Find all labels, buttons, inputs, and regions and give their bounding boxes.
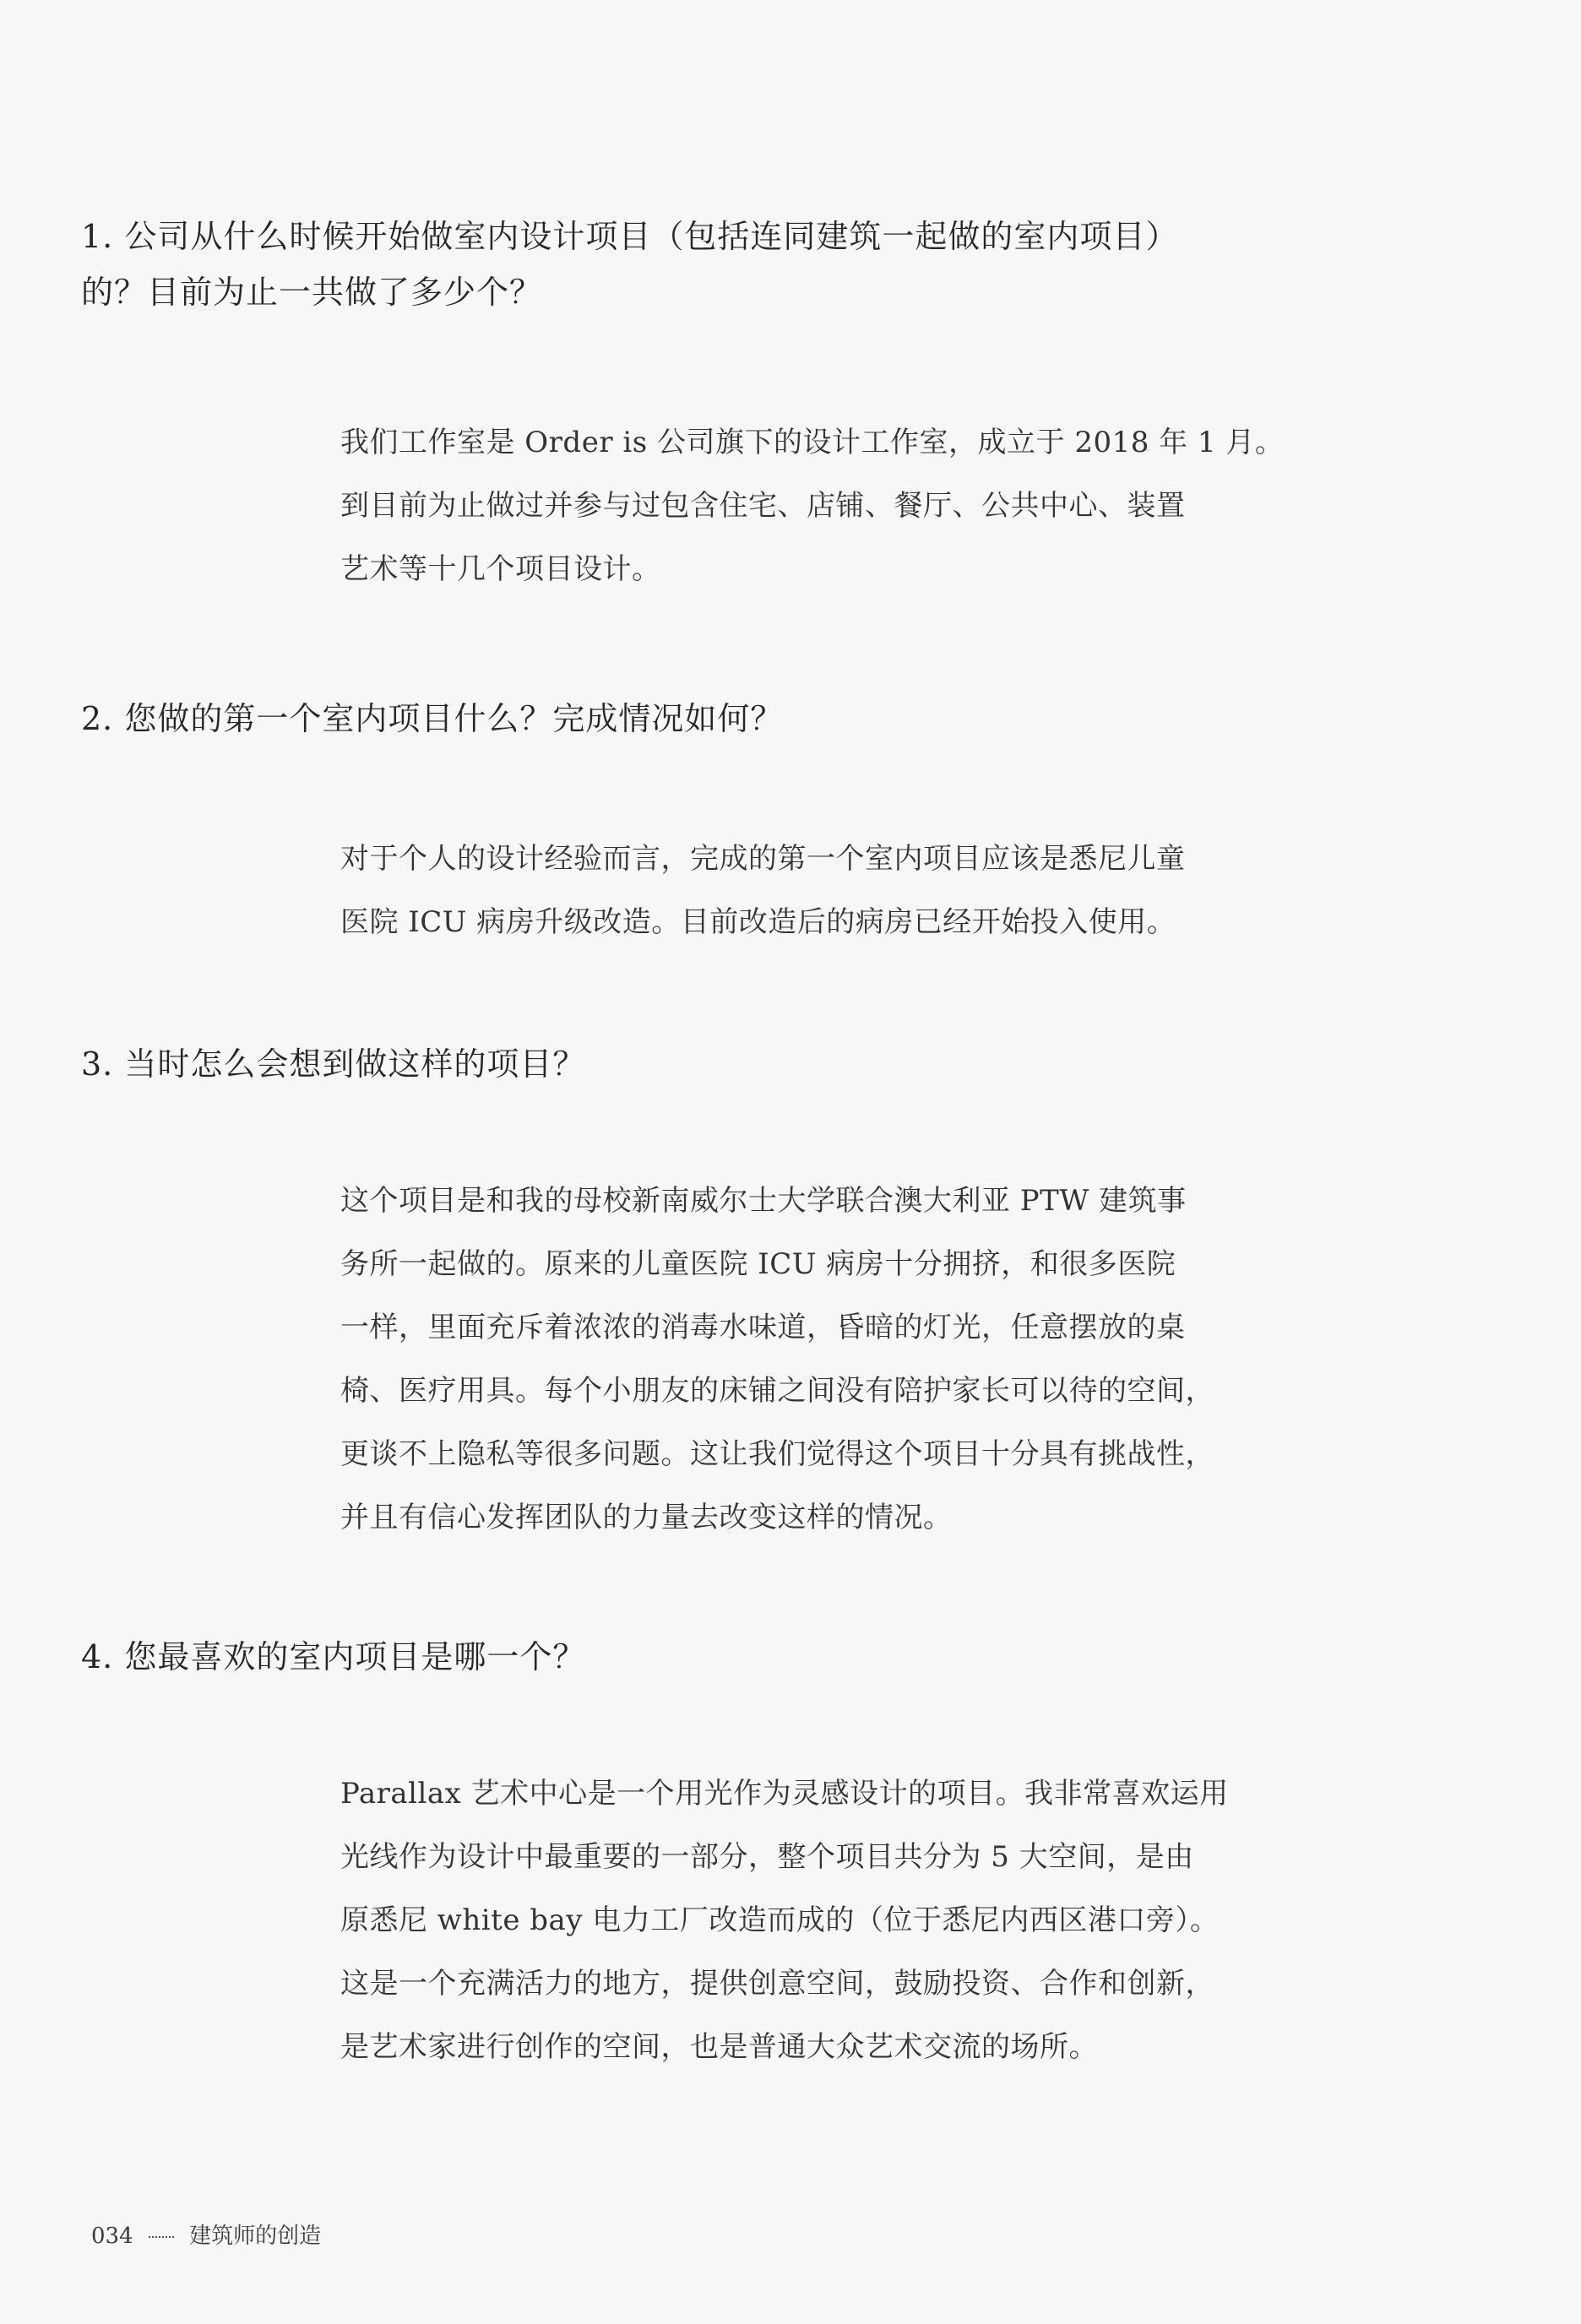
question-line: 3. 当时怎么会想到做这样的项目？ — [81, 1045, 586, 1083]
answer-line: 我们工作室是 Order is 公司旗下的设计工作室，成立于 2018 年 1 月。 — [340, 426, 1285, 459]
answer-line: 光线作为设计中最重要的一部分，整个项目共分为 5 大空间，是由 — [340, 1840, 1194, 1874]
question-line: 的？目前为止一共做了多少个？ — [81, 274, 543, 311]
footer-separator — [149, 2236, 174, 2238]
answer-line: 到目前为止做过并参与过包含住宅、店铺、餐厅、公共中心、装置 — [340, 489, 1186, 523]
answer-line: 更谈不上隐私等很多问题。这让我们觉得这个项目十分具有挑战性， — [340, 1437, 1214, 1471]
answer-2 — [340, 828, 1278, 954]
answer-line: 椅、医疗用具。每个小朋友的床铺之间没有陪护家长可以待的空间， — [340, 1374, 1214, 1408]
answer-line: 这个项目是和我的母校新南威尔士大学联合澳大利亚 PTW 建筑事 — [340, 1184, 1187, 1218]
page-number: 034 — [91, 2224, 133, 2249]
answer-line: 这是一个充满活力的地方，提供创意空间，鼓励投资、合作和创新， — [340, 1967, 1214, 2001]
answer-line: 原悉尼 white bay 电力工厂改造而成的（位于悉尼内西区港口旁）。 — [340, 1903, 1220, 1937]
book-title: 建筑师的创造 — [189, 2224, 322, 2249]
answer-1 — [340, 411, 1285, 601]
answer-3 — [340, 1170, 1278, 1550]
page-footer — [91, 2219, 321, 2253]
answer-line: 艺术等十几个项目设计。 — [340, 552, 661, 586]
question-line: 4. 您最喜欢的室内项目是哪一个？ — [81, 1638, 586, 1675]
answer-line: 并且有信心发挥团队的力量去改变这样的情况。 — [340, 1501, 953, 1534]
question-line: 2. 您做的第一个室内项目什么？完成情况如何？ — [81, 700, 784, 737]
question-2 — [81, 691, 783, 747]
answer-line: 对于个人的设计经验而言，完成的第一个室内项目应该是悉尼儿童 — [340, 842, 1186, 876]
answer-4 — [340, 1762, 1278, 2079]
answer-line: Parallax 艺术中心是一个用光作为灵感设计的项目。我非常喜欢运用 — [340, 1777, 1229, 1811]
question-1 — [81, 209, 1178, 320]
answer-line: 是艺术家进行创作的空间，也是普通大众艺术交流的场所。 — [340, 2030, 1098, 2064]
answer-line: 务所一起做的。原来的儿童医院 ICU 病房十分拥挤，和很多医院 — [340, 1247, 1176, 1281]
answer-line: 一样，里面充斥着浓浓的消毒水味道，昏暗的灯光，任意摆放的桌 — [340, 1311, 1186, 1344]
question-3 — [81, 1036, 585, 1092]
answer-line: 医院 ICU 病房升级改造。目前改造后的病房已经开始投入使用。 — [340, 905, 1176, 939]
question-line: 1. 公司从什么时候开始做室内设计项目（包括连同建筑一起做的室内项目） — [81, 218, 1179, 255]
question-4 — [81, 1629, 585, 1685]
